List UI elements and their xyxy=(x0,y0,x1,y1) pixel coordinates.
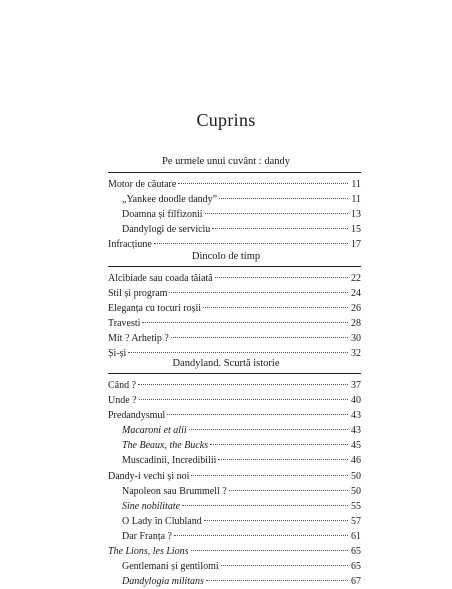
toc-entry-page-number: 17 xyxy=(351,239,361,251)
toc-entry xyxy=(108,177,361,192)
toc-entry-page-number: 40 xyxy=(351,395,361,407)
dot-leader xyxy=(182,505,348,506)
toc-entry-title: O Lady în Clubland xyxy=(122,515,202,527)
toc-entry-title: Muscadinii, Incredibilii xyxy=(122,455,217,467)
dot-leader xyxy=(178,183,348,184)
section-heading: Pe urmele unui cuvânt : dandy xyxy=(161,156,290,167)
toc-entry-page-number: 46 xyxy=(351,455,361,467)
dot-leader xyxy=(229,490,348,491)
toc-entry xyxy=(108,453,361,468)
toc-entry-title: Dandy-i vechi și noi xyxy=(108,470,190,482)
toc-entry xyxy=(108,559,361,574)
dot-leader xyxy=(221,565,348,566)
toc-entry xyxy=(108,331,361,346)
toc-entry-page-number: 43 xyxy=(351,410,361,422)
toc-entry-page-number: 65 xyxy=(351,561,361,573)
toc-entry-page-number: 13 xyxy=(351,209,361,221)
toc-list xyxy=(108,378,361,589)
toc-entry-page-number: 50 xyxy=(351,470,361,482)
toc-entry-title: Și-și xyxy=(108,348,127,360)
dot-leader xyxy=(191,550,348,551)
toc-list xyxy=(108,271,361,362)
toc-entry-title: The Lions, les Lions xyxy=(108,546,189,558)
toc-entry-page-number: 55 xyxy=(351,500,361,512)
toc-entry-title: Mit ? Arhetip ? xyxy=(108,333,169,345)
toc-entry-page-number: 11 xyxy=(351,194,361,206)
toc-entry-page-number: 28 xyxy=(351,318,361,330)
toc-entry-page-number: 22 xyxy=(351,273,361,284)
toc-entry xyxy=(108,207,361,222)
toc-entry-page-number: 30 xyxy=(351,333,361,345)
toc-entry-title: Dandylogi de serviciu xyxy=(122,224,211,236)
toc-entry xyxy=(108,316,361,331)
toc-entry-title: Gentlemani și gentilomi xyxy=(122,561,219,573)
toc-entry-title: Când ? xyxy=(108,380,137,391)
toc-entry xyxy=(108,393,361,408)
dot-leader xyxy=(189,429,348,430)
toc-entry xyxy=(108,499,361,514)
toc-entry-title: Motor de căutare xyxy=(108,179,177,190)
toc-entry xyxy=(108,192,361,207)
toc-entry-page-number: 50 xyxy=(351,485,361,497)
toc-entry xyxy=(108,484,361,499)
dot-leader xyxy=(210,444,348,445)
toc-entry-page-number: 61 xyxy=(351,530,361,542)
dot-leader xyxy=(154,243,348,244)
toc-section-1 xyxy=(108,172,361,252)
dot-leader xyxy=(218,459,348,460)
toc-entry-page-number: 67 xyxy=(351,576,361,588)
dot-leader xyxy=(169,292,348,293)
toc-entry-page-number: 11 xyxy=(351,179,361,190)
toc-entry-title: Unde ? xyxy=(108,395,137,407)
toc-entry xyxy=(108,469,361,484)
toc-entry xyxy=(108,514,361,529)
dot-leader xyxy=(128,352,348,353)
toc-entry-page-number: 57 xyxy=(351,515,361,527)
toc-entry xyxy=(108,423,361,438)
dot-leader xyxy=(167,414,348,415)
section-rule xyxy=(108,266,361,267)
dot-leader xyxy=(204,520,348,521)
toc-entry-page-number: 37 xyxy=(351,380,361,391)
dot-leader xyxy=(219,198,348,199)
dot-leader xyxy=(138,384,348,385)
toc-entry-title: Eleganța cu tocuri roșii xyxy=(108,303,202,315)
toc-entry-title: Dandylogia militans xyxy=(122,576,204,588)
dot-leader xyxy=(212,228,348,229)
toc-entry xyxy=(108,574,361,589)
toc-section-3 xyxy=(108,373,361,589)
toc-entry xyxy=(108,408,361,423)
toc-entry-title: Stil și program xyxy=(108,288,168,300)
toc-entry-page-number: 26 xyxy=(351,303,361,315)
toc-entry-title: Dar Franța ? xyxy=(122,530,172,542)
toc-list xyxy=(108,177,361,252)
toc-entry xyxy=(108,438,361,453)
section-heading: Dincolo de timp xyxy=(191,251,261,262)
toc-entry-page-number: 45 xyxy=(351,440,361,452)
toc-entry xyxy=(108,378,361,393)
dot-leader xyxy=(142,322,348,323)
toc-entry-title: Infracțiune xyxy=(108,239,152,251)
dot-leader xyxy=(203,307,348,308)
section-rule xyxy=(108,373,361,374)
toc-section-2 xyxy=(108,266,361,362)
dot-leader xyxy=(215,277,348,278)
dot-leader xyxy=(139,399,348,400)
dot-leader xyxy=(205,213,348,214)
section-rule xyxy=(108,172,361,173)
page-title: Cuprins xyxy=(196,110,256,130)
toc-entry-page-number: 24 xyxy=(351,288,361,300)
dot-leader xyxy=(191,475,348,476)
toc-entry-title: Napoleon sau Brummell ? xyxy=(122,485,227,497)
toc-entry xyxy=(108,529,361,544)
toc-entry-page-number: 65 xyxy=(351,546,361,558)
toc-entry-title: Sine nobilitate xyxy=(122,500,181,512)
toc-entry-title: Alcibiade sau coada tăiată xyxy=(108,273,213,284)
toc-entry xyxy=(108,222,361,237)
toc-entry xyxy=(108,301,361,316)
section-heading: Dandyland. Scurtă istorie xyxy=(172,358,280,369)
toc-entry-title: The Beaux, the Bucks xyxy=(122,440,209,452)
dot-leader xyxy=(206,580,348,581)
toc-entry-page-number: 32 xyxy=(351,348,361,360)
toc-entry-title: Doamna și filfizonii xyxy=(122,209,203,221)
toc-entry-title: „Yankee doodle dandy” xyxy=(122,194,218,206)
dot-leader xyxy=(174,535,348,536)
toc-entry-title: Travesti xyxy=(108,318,141,330)
toc-entry-page-number: 43 xyxy=(351,425,361,437)
dot-leader xyxy=(171,337,348,338)
toc-entry-title: Predandysmul xyxy=(108,410,166,422)
toc-entry xyxy=(108,271,361,286)
toc-entry xyxy=(108,286,361,301)
toc-entry xyxy=(108,544,361,559)
toc-entry-title: Macaroni et alii xyxy=(122,425,187,437)
toc-entry-page-number: 15 xyxy=(351,224,361,236)
